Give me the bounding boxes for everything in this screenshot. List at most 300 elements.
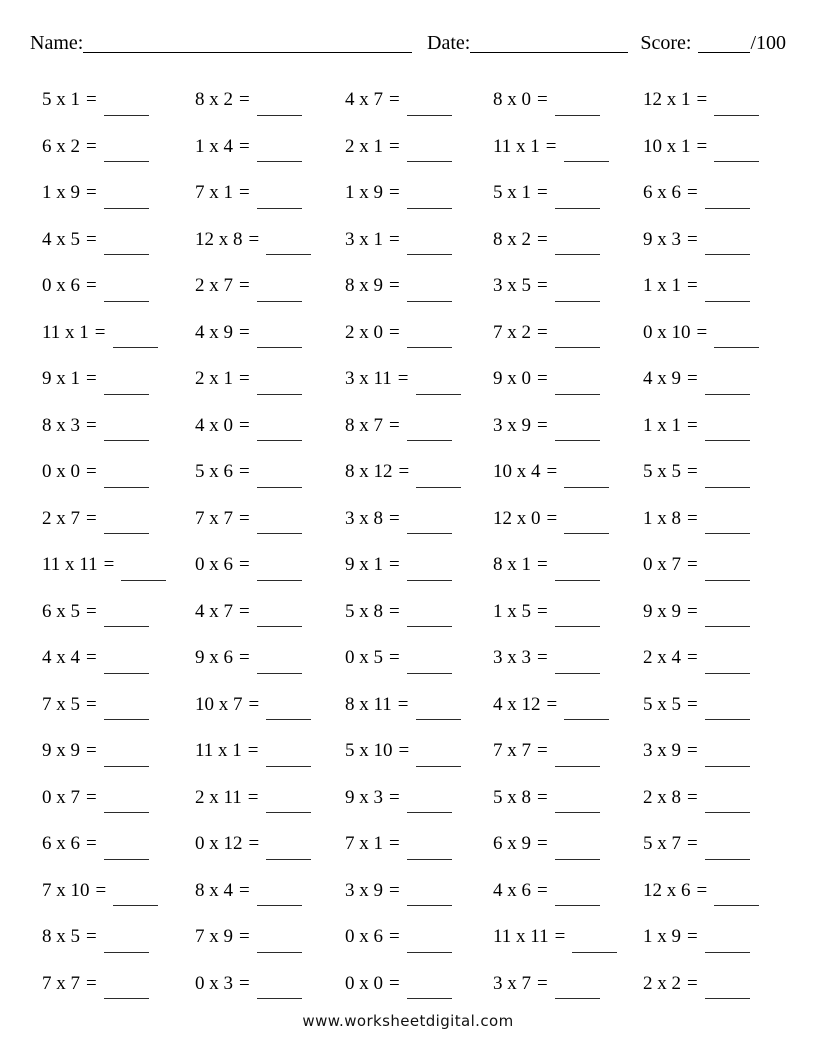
problem bbox=[345, 217, 493, 264]
answer-blank bbox=[564, 703, 609, 720]
problem-expression: 5 x 7 bbox=[643, 833, 681, 855]
answer-blank bbox=[416, 471, 461, 488]
problem-expression: 0 x 0 bbox=[42, 461, 80, 483]
answer-blank bbox=[257, 285, 302, 302]
problem bbox=[493, 821, 643, 868]
answer-blank bbox=[257, 889, 302, 906]
problem-expression: 4 x 7 bbox=[195, 600, 233, 622]
equals-sign: = bbox=[687, 182, 698, 204]
equals-sign: = bbox=[537, 228, 548, 250]
equals-sign: = bbox=[389, 507, 400, 529]
answer-blank bbox=[705, 750, 750, 767]
problem-expression: 0 x 6 bbox=[42, 275, 80, 297]
problem-expression: 5 x 1 bbox=[42, 89, 80, 111]
equals-sign: = bbox=[687, 693, 698, 715]
answer-blank bbox=[555, 99, 600, 116]
equals-sign: = bbox=[537, 600, 548, 622]
equals-sign: = bbox=[389, 600, 400, 622]
problem-expression: 11 x 11 bbox=[493, 926, 549, 948]
answer-blank bbox=[705, 517, 750, 534]
problem-expression: 7 x 7 bbox=[195, 507, 233, 529]
equals-sign: = bbox=[86, 740, 97, 762]
problem bbox=[493, 124, 643, 171]
equals-sign: = bbox=[389, 833, 400, 855]
problem bbox=[493, 868, 643, 915]
problem-expression: 9 x 3 bbox=[345, 786, 383, 808]
problem-expression: 1 x 8 bbox=[643, 507, 681, 529]
equals-sign: = bbox=[537, 89, 548, 111]
problem bbox=[195, 356, 345, 403]
problem-expression: 7 x 7 bbox=[493, 740, 531, 762]
answer-blank bbox=[257, 424, 302, 441]
problem bbox=[493, 449, 643, 496]
answer-blank bbox=[104, 610, 149, 627]
equals-sign: = bbox=[86, 647, 97, 669]
problem-expression: 1 x 5 bbox=[493, 600, 531, 622]
equals-sign: = bbox=[248, 833, 260, 855]
problem-expression: 4 x 12 bbox=[493, 693, 541, 715]
worksheet-footer bbox=[0, 1012, 816, 1030]
answer-blank bbox=[113, 889, 158, 906]
answer-blank bbox=[104, 750, 149, 767]
answer-blank bbox=[104, 424, 149, 441]
problem bbox=[643, 775, 796, 822]
equals-sign: = bbox=[239, 647, 250, 669]
problem-expression: 11 x 1 bbox=[195, 740, 242, 762]
problem bbox=[42, 682, 195, 729]
problem bbox=[345, 403, 493, 450]
equals-sign: = bbox=[687, 507, 698, 529]
equals-sign: = bbox=[696, 89, 708, 111]
problem bbox=[643, 77, 796, 124]
equals-sign: = bbox=[389, 972, 400, 994]
problem-expression: 8 x 2 bbox=[493, 228, 531, 250]
answer-blank bbox=[555, 378, 600, 395]
problem bbox=[643, 449, 796, 496]
equals-sign: = bbox=[86, 600, 97, 622]
equals-sign: = bbox=[389, 135, 400, 157]
equals-sign: = bbox=[239, 600, 250, 622]
answer-blank bbox=[257, 471, 302, 488]
problem-expression: 3 x 7 bbox=[493, 972, 531, 994]
answer-blank bbox=[555, 564, 600, 581]
answer-blank bbox=[714, 99, 759, 116]
problem-expression: 8 x 9 bbox=[345, 275, 383, 297]
equals-sign: = bbox=[389, 414, 400, 436]
problem bbox=[345, 496, 493, 543]
answer-blank bbox=[266, 750, 311, 767]
equals-sign: = bbox=[537, 647, 548, 669]
problem bbox=[493, 775, 643, 822]
equals-sign: = bbox=[389, 89, 400, 111]
problem-expression: 9 x 6 bbox=[195, 647, 233, 669]
problem-expression: 2 x 7 bbox=[195, 275, 233, 297]
answer-blank bbox=[555, 610, 600, 627]
problem-expression: 4 x 5 bbox=[42, 228, 80, 250]
problem-expression: 5 x 10 bbox=[345, 740, 393, 762]
problem-expression: 3 x 5 bbox=[493, 275, 531, 297]
problem-expression: 2 x 1 bbox=[345, 135, 383, 157]
answer-blank bbox=[257, 145, 302, 162]
equals-sign: = bbox=[696, 321, 708, 343]
answer-blank bbox=[257, 331, 302, 348]
problem-expression: 9 x 9 bbox=[42, 740, 80, 762]
answer-blank bbox=[705, 238, 750, 255]
answer-blank bbox=[555, 796, 600, 813]
problem bbox=[42, 170, 195, 217]
problem bbox=[195, 124, 345, 171]
equals-sign: = bbox=[389, 554, 400, 576]
equals-sign: = bbox=[239, 926, 250, 948]
equals-sign: = bbox=[239, 321, 250, 343]
equals-sign: = bbox=[687, 926, 698, 948]
problem-expression: 3 x 1 bbox=[345, 228, 383, 250]
problem bbox=[493, 914, 643, 961]
answer-blank bbox=[705, 657, 750, 674]
answer-blank bbox=[257, 378, 302, 395]
problem-expression: 0 x 0 bbox=[345, 972, 383, 994]
equals-sign: = bbox=[389, 879, 400, 901]
equals-sign: = bbox=[687, 972, 698, 994]
problem-expression: 5 x 5 bbox=[643, 461, 681, 483]
problem-expression: 7 x 9 bbox=[195, 926, 233, 948]
answer-blank bbox=[407, 936, 452, 953]
answer-blank bbox=[705, 471, 750, 488]
problem-expression: 2 x 0 bbox=[345, 321, 383, 343]
problem bbox=[643, 914, 796, 961]
equals-sign: = bbox=[537, 879, 548, 901]
answer-blank bbox=[705, 610, 750, 627]
answer-blank bbox=[407, 796, 452, 813]
equals-sign: = bbox=[86, 507, 97, 529]
problem bbox=[345, 775, 493, 822]
problem bbox=[493, 217, 643, 264]
answer-blank bbox=[705, 285, 750, 302]
answer-blank bbox=[104, 145, 149, 162]
equals-sign: = bbox=[546, 693, 558, 715]
problem bbox=[493, 310, 643, 357]
problem bbox=[643, 868, 796, 915]
answer-blank bbox=[705, 843, 750, 860]
problem bbox=[42, 124, 195, 171]
problem-expression: 1 x 9 bbox=[643, 926, 681, 948]
problem-expression: 11 x 1 bbox=[493, 135, 540, 157]
answer-blank bbox=[104, 378, 149, 395]
equals-sign: = bbox=[696, 135, 708, 157]
problem bbox=[42, 542, 195, 589]
answer-blank bbox=[407, 424, 452, 441]
problem bbox=[345, 170, 493, 217]
problem bbox=[643, 542, 796, 589]
equals-sign: = bbox=[389, 228, 400, 250]
answer-blank bbox=[416, 703, 461, 720]
equals-sign: = bbox=[86, 786, 97, 808]
worksheet-header bbox=[0, 0, 816, 56]
problem-expression: 11 x 11 bbox=[42, 554, 98, 576]
equals-sign: = bbox=[247, 740, 259, 762]
answer-blank bbox=[257, 564, 302, 581]
answer-blank bbox=[407, 285, 452, 302]
problem-expression: 8 x 11 bbox=[345, 693, 392, 715]
answer-blank bbox=[705, 936, 750, 953]
equals-sign: = bbox=[687, 228, 698, 250]
equals-sign: = bbox=[537, 414, 548, 436]
problem bbox=[195, 496, 345, 543]
problem bbox=[345, 542, 493, 589]
equals-sign: = bbox=[389, 275, 400, 297]
answer-blank bbox=[555, 982, 600, 999]
equals-sign: = bbox=[687, 461, 698, 483]
answer-blank bbox=[407, 99, 452, 116]
problem bbox=[643, 170, 796, 217]
problem bbox=[493, 170, 643, 217]
problem-expression: 4 x 6 bbox=[493, 879, 531, 901]
problem bbox=[42, 961, 195, 1008]
problem bbox=[643, 403, 796, 450]
equals-sign: = bbox=[389, 786, 400, 808]
problem bbox=[345, 961, 493, 1008]
equals-sign: = bbox=[397, 368, 409, 390]
equals-sign: = bbox=[687, 554, 698, 576]
answer-blank bbox=[714, 889, 759, 906]
equals-sign: = bbox=[554, 926, 566, 948]
answer-blank bbox=[572, 936, 617, 953]
equals-sign: = bbox=[398, 740, 410, 762]
problem-expression: 6 x 5 bbox=[42, 600, 80, 622]
equals-sign: = bbox=[398, 461, 410, 483]
equals-sign: = bbox=[687, 414, 698, 436]
problem-expression: 2 x 4 bbox=[643, 647, 681, 669]
problem-expression: 9 x 1 bbox=[345, 554, 383, 576]
problem-expression: 10 x 4 bbox=[493, 461, 541, 483]
problem-expression: 9 x 0 bbox=[493, 368, 531, 390]
answer-blank bbox=[407, 564, 452, 581]
problem-expression: 12 x 8 bbox=[195, 228, 243, 250]
problem-expression: 5 x 8 bbox=[345, 600, 383, 622]
answer-blank bbox=[407, 517, 452, 534]
problem bbox=[42, 496, 195, 543]
answer-blank bbox=[257, 192, 302, 209]
answer-blank bbox=[113, 331, 158, 348]
answer-blank bbox=[714, 331, 759, 348]
problem-expression: 6 x 9 bbox=[493, 833, 531, 855]
answer-blank bbox=[257, 517, 302, 534]
problem bbox=[643, 682, 796, 729]
problem-expression: 1 x 9 bbox=[42, 182, 80, 204]
problem-expression: 0 x 7 bbox=[42, 786, 80, 808]
answer-blank bbox=[407, 982, 452, 999]
equals-sign: = bbox=[86, 368, 97, 390]
answer-blank bbox=[705, 703, 750, 720]
answer-blank bbox=[266, 703, 311, 720]
problem-expression: 2 x 1 bbox=[195, 368, 233, 390]
problem-expression: 6 x 2 bbox=[42, 135, 80, 157]
problem bbox=[42, 914, 195, 961]
problem bbox=[42, 403, 195, 450]
answer-blank bbox=[705, 192, 750, 209]
equals-sign: = bbox=[389, 926, 400, 948]
equals-sign: = bbox=[239, 507, 250, 529]
problem-expression: 4 x 0 bbox=[195, 414, 233, 436]
equals-sign: = bbox=[537, 554, 548, 576]
answer-blank bbox=[104, 192, 149, 209]
problem-expression: 1 x 9 bbox=[345, 182, 383, 204]
name-blank-line bbox=[83, 34, 412, 53]
problem bbox=[195, 263, 345, 310]
answer-blank bbox=[104, 982, 149, 999]
equals-sign: = bbox=[239, 275, 250, 297]
equals-sign: = bbox=[239, 972, 250, 994]
problem-expression: 8 x 3 bbox=[42, 414, 80, 436]
equals-sign: = bbox=[86, 693, 97, 715]
problem bbox=[345, 821, 493, 868]
problem bbox=[345, 356, 493, 403]
problem bbox=[195, 868, 345, 915]
problem bbox=[42, 635, 195, 682]
answer-blank bbox=[714, 145, 759, 162]
problem-expression: 4 x 9 bbox=[195, 321, 233, 343]
equals-sign: = bbox=[687, 600, 698, 622]
answer-blank bbox=[104, 796, 149, 813]
equals-sign: = bbox=[546, 507, 558, 529]
equals-sign: = bbox=[687, 368, 698, 390]
answer-blank bbox=[257, 657, 302, 674]
problem bbox=[345, 682, 493, 729]
problem-expression: 0 x 5 bbox=[345, 647, 383, 669]
problem bbox=[493, 263, 643, 310]
problem bbox=[42, 821, 195, 868]
answer-blank bbox=[104, 238, 149, 255]
equals-sign: = bbox=[239, 182, 250, 204]
answer-blank bbox=[104, 843, 149, 860]
problem-expression: 0 x 12 bbox=[195, 833, 243, 855]
problem bbox=[345, 77, 493, 124]
problem bbox=[493, 682, 643, 729]
problem bbox=[42, 356, 195, 403]
problem bbox=[195, 682, 345, 729]
answer-blank bbox=[564, 517, 609, 534]
answer-blank bbox=[555, 750, 600, 767]
problem bbox=[345, 728, 493, 775]
answer-blank bbox=[104, 703, 149, 720]
problem-expression: 7 x 10 bbox=[42, 879, 90, 901]
problem bbox=[643, 217, 796, 264]
equals-sign: = bbox=[687, 833, 698, 855]
equals-sign: = bbox=[687, 740, 698, 762]
problem-expression: 9 x 3 bbox=[643, 228, 681, 250]
equals-sign: = bbox=[86, 182, 97, 204]
problem-expression: 0 x 10 bbox=[643, 321, 691, 343]
problem bbox=[42, 868, 195, 915]
problem bbox=[195, 961, 345, 1008]
problems-grid bbox=[0, 77, 816, 1007]
equals-sign: = bbox=[687, 647, 698, 669]
date-blank-line bbox=[470, 34, 628, 53]
problem bbox=[643, 728, 796, 775]
answer-blank bbox=[705, 424, 750, 441]
problem bbox=[42, 775, 195, 822]
problem-expression: 0 x 3 bbox=[195, 972, 233, 994]
problem bbox=[195, 542, 345, 589]
equals-sign: = bbox=[537, 833, 548, 855]
problem bbox=[345, 263, 493, 310]
name-label: Name: bbox=[30, 32, 84, 54]
problem-expression: 4 x 9 bbox=[643, 368, 681, 390]
problem bbox=[195, 170, 345, 217]
score-total: /100 bbox=[750, 32, 786, 54]
problem-expression: 4 x 7 bbox=[345, 89, 383, 111]
problem bbox=[42, 77, 195, 124]
problem-expression: 1 x 4 bbox=[195, 135, 233, 157]
equals-sign: = bbox=[545, 135, 557, 157]
equals-sign: = bbox=[86, 972, 97, 994]
problem-expression: 8 x 5 bbox=[42, 926, 80, 948]
answer-blank bbox=[555, 331, 600, 348]
equals-sign: = bbox=[239, 414, 250, 436]
answer-blank bbox=[705, 378, 750, 395]
equals-sign: = bbox=[389, 182, 400, 204]
equals-sign: = bbox=[239, 879, 250, 901]
problem bbox=[493, 589, 643, 636]
answer-blank bbox=[407, 238, 452, 255]
problem bbox=[195, 728, 345, 775]
problem bbox=[493, 961, 643, 1008]
answer-blank bbox=[555, 192, 600, 209]
answer-blank bbox=[407, 610, 452, 627]
problem-expression: 8 x 2 bbox=[195, 89, 233, 111]
problem-expression: 5 x 5 bbox=[643, 693, 681, 715]
equals-sign: = bbox=[546, 461, 558, 483]
equals-sign: = bbox=[86, 228, 97, 250]
problem-expression: 5 x 6 bbox=[195, 461, 233, 483]
equals-sign: = bbox=[537, 786, 548, 808]
problem bbox=[195, 449, 345, 496]
answer-blank bbox=[705, 982, 750, 999]
equals-sign: = bbox=[86, 275, 97, 297]
answer-blank bbox=[416, 378, 461, 395]
problem-expression: 7 x 2 bbox=[493, 321, 531, 343]
problem bbox=[42, 217, 195, 264]
equals-sign: = bbox=[239, 368, 250, 390]
problem bbox=[195, 403, 345, 450]
problem-expression: 3 x 11 bbox=[345, 368, 392, 390]
equals-sign: = bbox=[537, 740, 548, 762]
problem bbox=[493, 635, 643, 682]
problem-expression: 11 x 1 bbox=[42, 321, 89, 343]
equals-sign: = bbox=[86, 833, 97, 855]
problem-expression: 8 x 4 bbox=[195, 879, 233, 901]
problem bbox=[345, 124, 493, 171]
problem-expression: 3 x 9 bbox=[493, 414, 531, 436]
problem-expression: 10 x 7 bbox=[195, 693, 243, 715]
problem bbox=[643, 961, 796, 1008]
equals-sign: = bbox=[248, 228, 260, 250]
equals-sign: = bbox=[239, 89, 250, 111]
equals-sign: = bbox=[696, 879, 708, 901]
answer-blank bbox=[407, 192, 452, 209]
equals-sign: = bbox=[537, 368, 548, 390]
problem-expression: 10 x 1 bbox=[643, 135, 691, 157]
problem bbox=[345, 914, 493, 961]
problem-expression: 12 x 6 bbox=[643, 879, 691, 901]
problem-expression: 2 x 11 bbox=[195, 786, 242, 808]
answer-blank bbox=[407, 657, 452, 674]
problem bbox=[195, 310, 345, 357]
problem bbox=[493, 356, 643, 403]
problem bbox=[345, 868, 493, 915]
problem bbox=[345, 310, 493, 357]
problem bbox=[493, 542, 643, 589]
